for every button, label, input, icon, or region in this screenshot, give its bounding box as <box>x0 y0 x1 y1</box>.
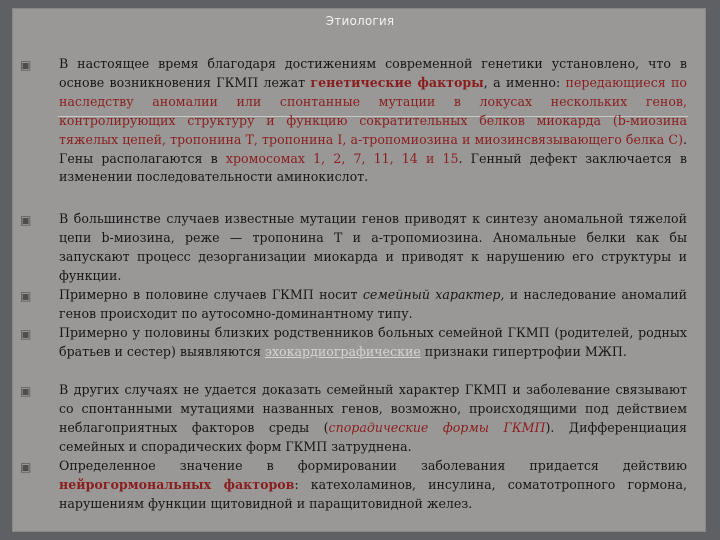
highlight-genetic-factors: генетические факторы <box>310 74 484 90</box>
checkbox-bullet-icon: ▣ <box>20 460 32 474</box>
paragraph-family <box>59 286 687 324</box>
highlight-chromosomes: хромосомах 1, 2, 7, 11, 14 и 15 <box>225 150 459 166</box>
text: признаки гипертрофии МЖП. <box>420 343 627 359</box>
paragraph-mutations <box>59 210 687 286</box>
highlight-mutations: передающиеся по наследству аномалии или спонтанные мутации в локусах нескольких генов, контролирующих структуру и функцию сократительных белков миокарда (b-миозина тяжелых цепей, тропонина Т, тропонина I, а-тропомиозина и миозинсвязывающего белка С) <box>59 74 687 147</box>
paragraph-relatives <box>59 324 687 362</box>
text: , а именно: <box>483 74 566 90</box>
highlight-neurohormonal: нейрогормональных факторов <box>59 476 295 492</box>
text: В большинстве случаев известные мутации генов приводят к синтезу аномальной тяжелой цепи b-миозина, реже — тропонина Т и а-тропомиозина. Аномальные белки как бы запускают процесс дезорганизации миокарда и приводят к нарушению его структуры и функции. <box>59 211 687 283</box>
text: Примерно у половины близких родственников больных семейной ГКМП (родителей, родных братьев и сестер) выявляются <box>59 325 687 359</box>
emphasis-family-character: семейный характер <box>362 287 501 302</box>
text: В настоящее время благодаря достижениям современной генетики установлено, что в основе возникновения ГКМП лежат <box>59 56 687 90</box>
paragraph-neurohormonal <box>59 457 687 514</box>
text: , и наследование аномалий генов происходит по аутосомно-доминантному типу. <box>59 287 687 321</box>
checkbox-bullet-icon: ▣ <box>20 327 32 341</box>
text: : катехоламинов, инсулина, соматотропного гормона, нарушениям функции щитовидной и паращитовидной желез. <box>59 476 687 511</box>
text: ). Дифференциация семейных и спорадических форм ГКМП затруднена. <box>59 419 687 454</box>
highlight-sporadic-forms: спорадические формы ГКМП <box>328 419 546 435</box>
checkbox-bullet-icon: ▣ <box>20 289 32 303</box>
checkbox-bullet-icon: ▣ <box>20 58 32 72</box>
text: В других случаях не удается доказать семейный характер ГКМП и заболевание связывают со спонтанными мутациями названных генов, возможно, происходящими под действием неблагоприятных факторов среды ( <box>59 382 687 435</box>
slide-title: Этиология <box>325 14 395 28</box>
text: Определенное значение в формировании заболевания придается действию <box>59 458 687 473</box>
link-echocardiographic[interactable]: эхокардиографические <box>264 343 421 359</box>
paragraph-genetics <box>59 55 687 187</box>
checkbox-bullet-icon: ▣ <box>20 213 32 227</box>
text: . Гены располагаются в <box>59 131 687 166</box>
text: . Генный дефект заключается в изменении последовательности аминокислот. <box>59 150 687 185</box>
checkbox-bullet-icon: ▣ <box>20 384 32 398</box>
text: Примерно в половине случаев ГКМП носит <box>59 287 363 302</box>
paragraph-sporadic <box>59 381 687 457</box>
